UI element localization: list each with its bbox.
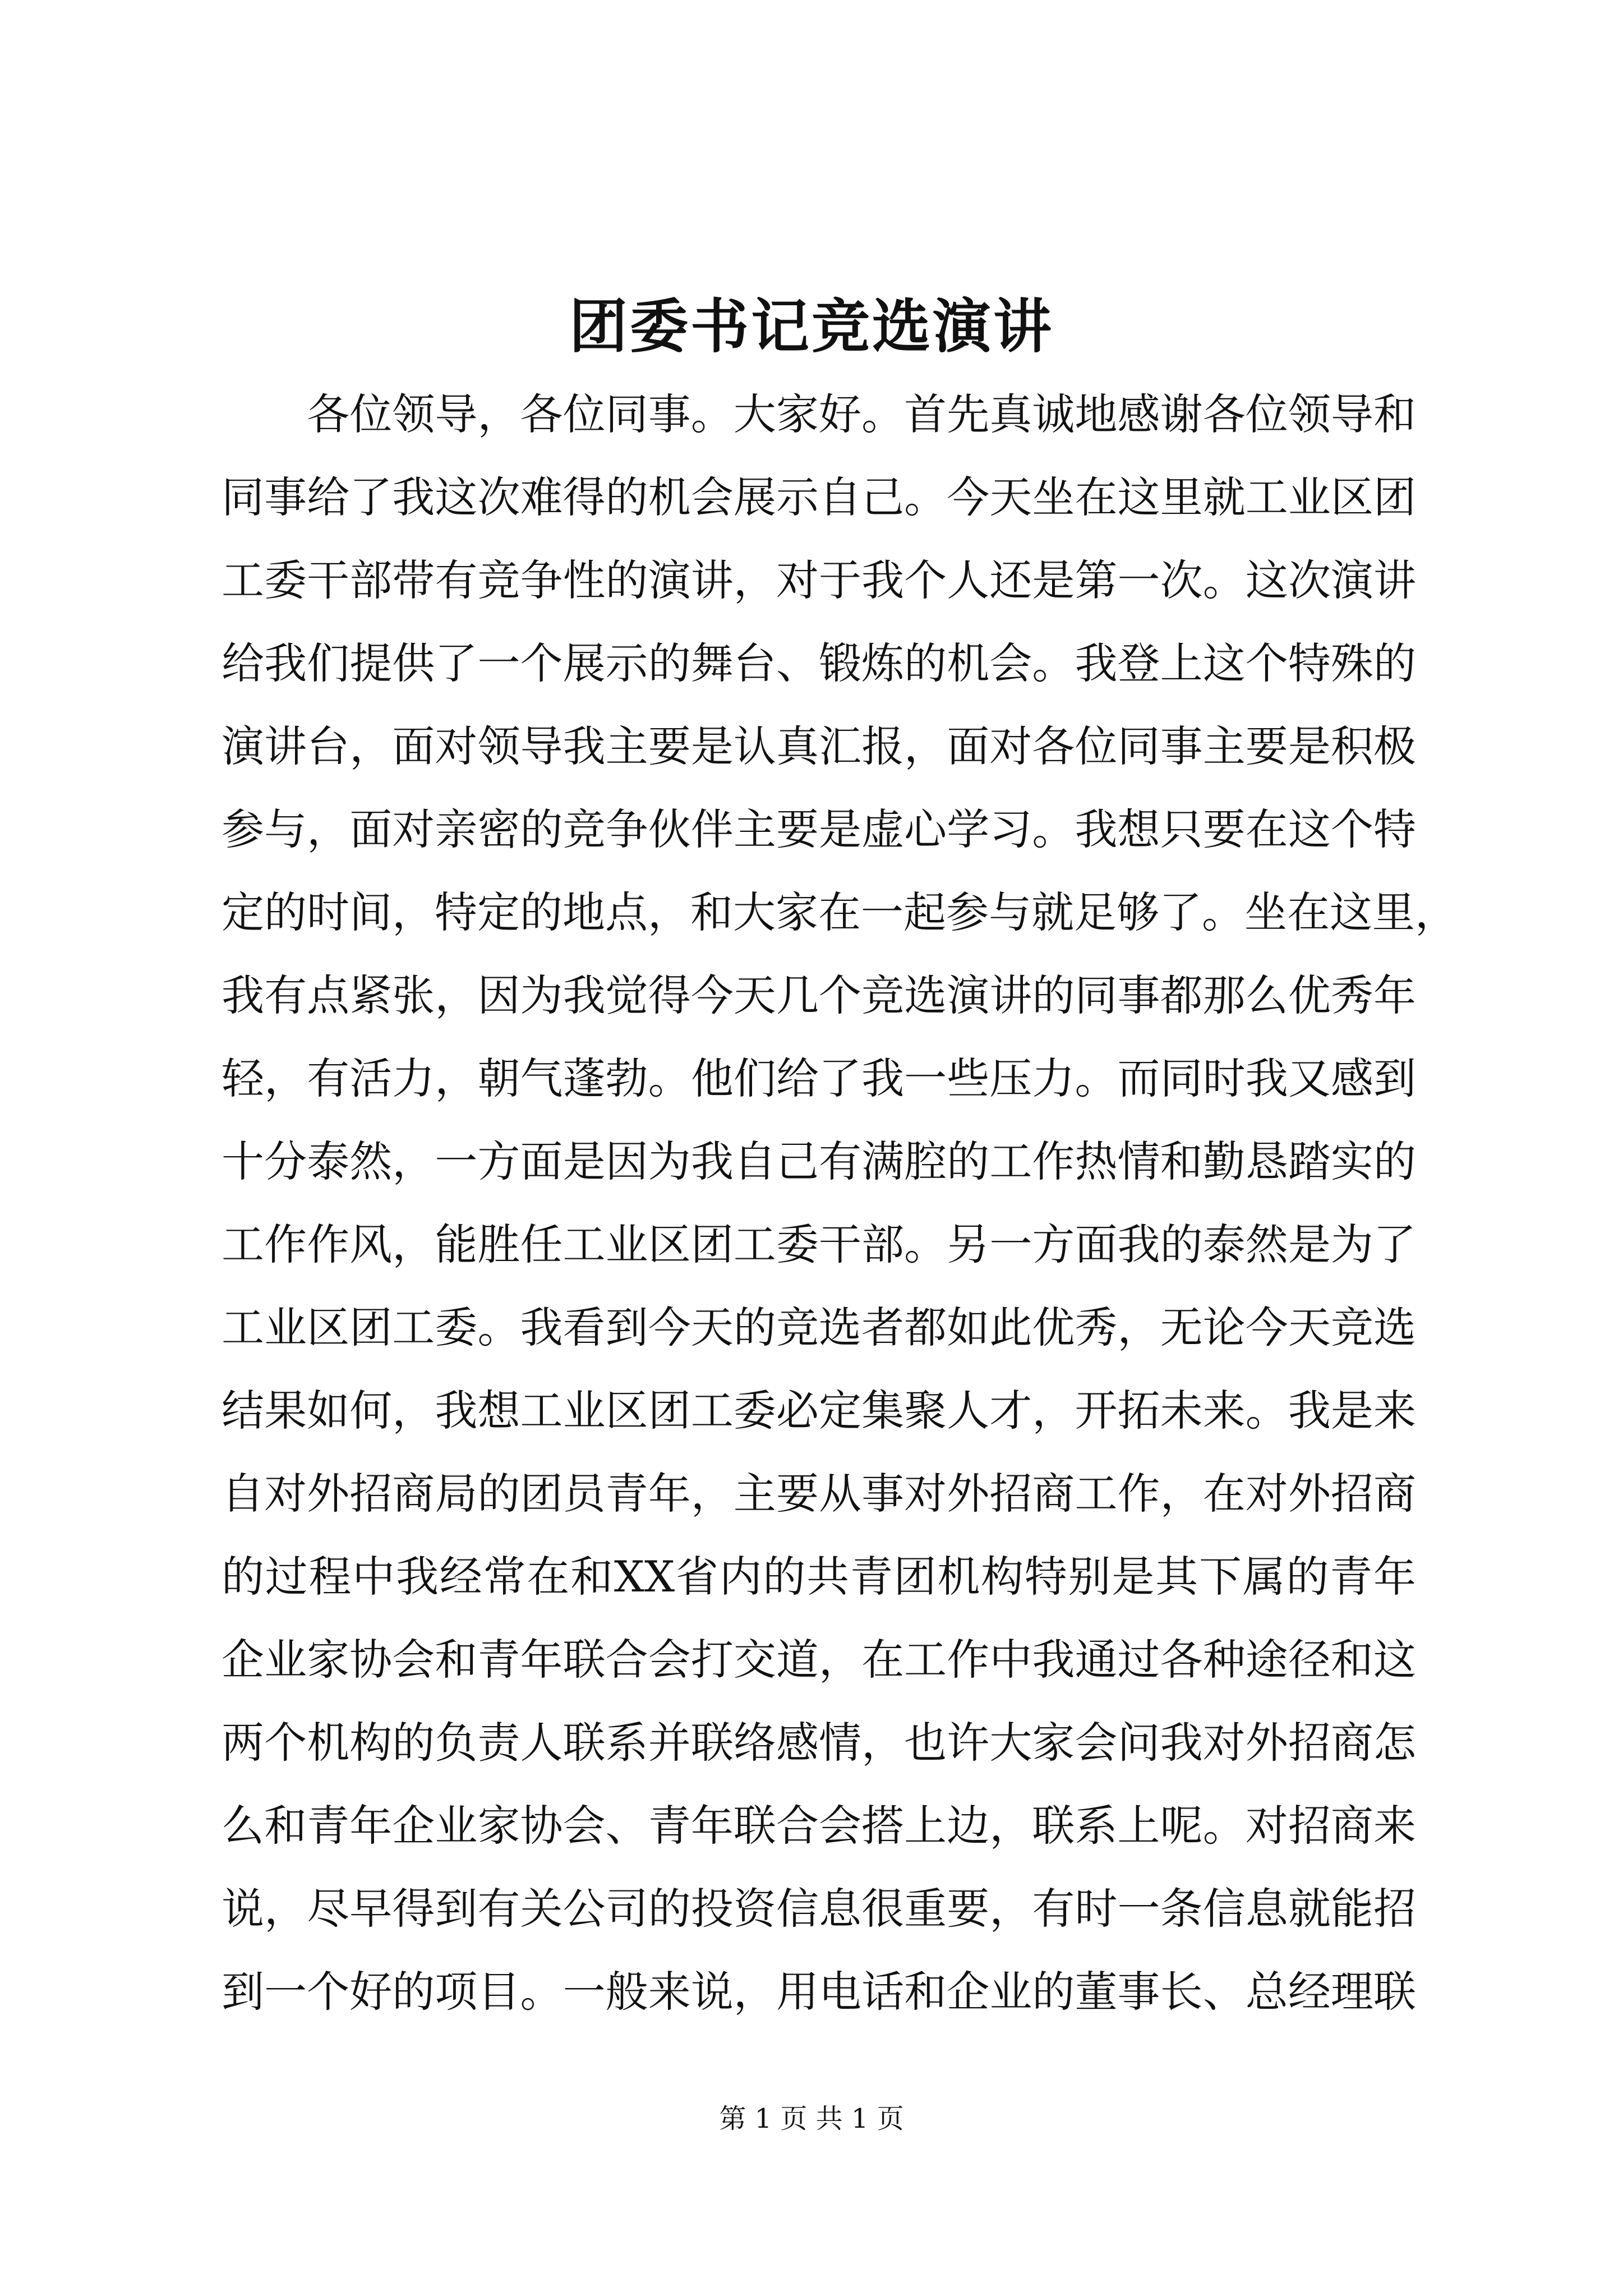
body-line: 各位领导，各位同事。大家好。首先真诚地感谢各位领导和 [222, 389, 1416, 439]
document-title: 团委书记竞选演讲 [569, 292, 1054, 361]
body-line: 十分泰然，一方面是因为我自己有满腔的工作热情和勤恳踏实的 [222, 1137, 1416, 1186]
body-line: 说，尽早得到有关公司的投资信息很重要，有时一条信息就能招 [222, 1884, 1416, 1934]
body-line: 工业区团工委。我看到今天的竞选者都如此优秀，无论今天竞选 [222, 1303, 1416, 1352]
body-line: 的过程中我经常在和XX省内的共青团机构特别是其下属的青年 [222, 1552, 1416, 1602]
body-line: 定的时间，特定的地点，和大家在一起参与就足够了。坐在这里， [222, 887, 1458, 937]
body-line: 工作作风，能胜任工业区团工委干部。另一方面我的泰然是为了 [222, 1220, 1416, 1269]
body-line: 自对外招商局的团员青年，主要从事对外招商工作，在对外招商 [222, 1469, 1416, 1519]
body-line: 么和青年企业家协会、青年联合会搭上边，联系上呢。对招商来 [222, 1801, 1416, 1851]
document-body [222, 373, 1458, 2033]
body-line: 两个机构的负责人联系并联络感情，也许大家会问我对外招商怎 [222, 1718, 1416, 1768]
body-line: 我有点紧张，因为我觉得今天几个竞选演讲的同事都那么优秀年 [222, 970, 1416, 1020]
body-line: 工委干部带有竞争性的演讲，对于我个人还是第一次。这次演讲 [222, 555, 1416, 605]
body-line: 企业家协会和青年联合会打交道，在工作中我通过各种途径和这 [222, 1635, 1416, 1685]
body-line: 给我们提供了一个展示的舞台、锻炼的机会。我登上这个特殊的 [222, 638, 1416, 688]
body-line: 到一个好的项目。一般来说，用电话和企业的董事长、总经理联 [222, 1967, 1416, 2017]
body-line: 轻，有活力，朝气蓬勃。他们给了我一些压力。而同时我又感到 [222, 1053, 1416, 1103]
body-line: 参与，面对亲密的竞争伙伴主要是虚心学习。我想只要在这个特 [222, 804, 1416, 854]
page-footer: 第 1 页 共 1 页 [719, 2103, 904, 2134]
body-line: 同事给了我这次难得的机会展示自己。今天坐在这里就工业区团 [222, 472, 1416, 522]
body-line: 演讲台，面对领导我主要是认真汇报，面对各位同事主要是积极 [222, 721, 1416, 771]
body-line: 结果如何，我想工业区团工委必定集聚人才，开拓未来。我是来 [222, 1386, 1416, 1435]
